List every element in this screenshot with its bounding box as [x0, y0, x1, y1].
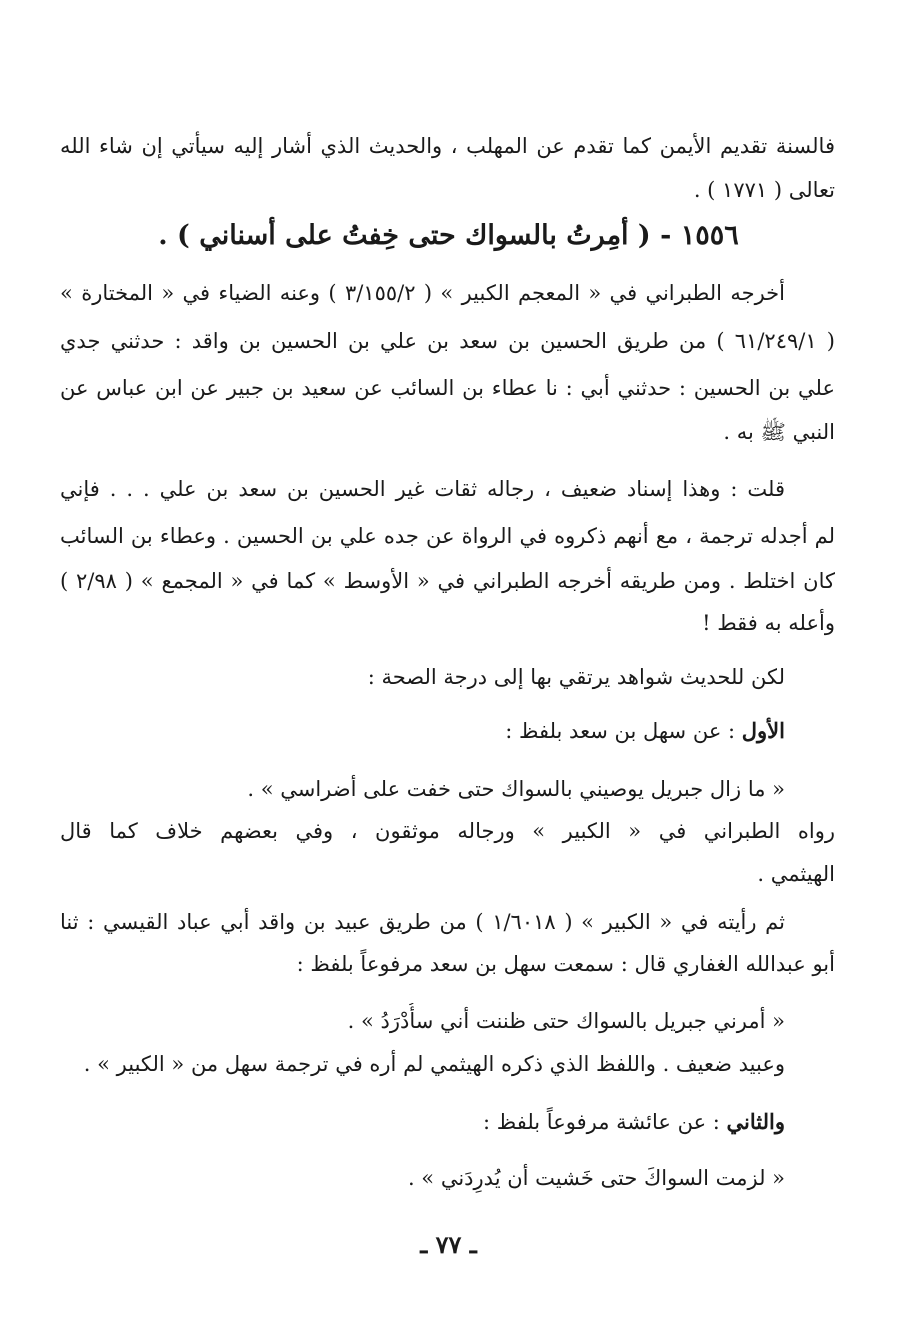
first-source-line-2: الهيثمي . — [757, 862, 835, 886]
first-witness-label: الأول — [741, 718, 785, 743]
takhrij-line-3: علي بن الحسين : حدثني أبي : نا عطاء بن السائب عن سعيد بن جبير عن ابن عباس عن — [60, 376, 835, 400]
intro-line-1: فالسنة تقديم الأيمن كما تقدم عن المهلب ، والحديث الذي أشار إليه سيأتي إن شاء الله — [60, 134, 835, 158]
comment-line-4: وأعله به فقط ! — [702, 611, 835, 635]
first-witness-note: وعبيد ضعيف . واللفظ الذي ذكره الهيثمي لم أره في ترجمة سهل من « الكبير » . — [83, 1052, 785, 1076]
comment-line-2: لم أجدله ترجمة ، مع أنهم ذكروه في الرواة عن جده علي بن الحسين . وعطاء بن السائب — [60, 524, 835, 548]
first-seen-line-1: ثم رأيته في « الكبير » ( ١/٦٠١٨ ) من طريق عبيد بن واقد أبي عباد القيسي : ثنا — [60, 910, 785, 934]
page-number: ـ ٧٧ ـ — [420, 1230, 477, 1259]
first-source-line-1: رواه الطبراني في « الكبير » ورجاله موثقون ، وفي بعضهم خلاف كما قال — [60, 819, 835, 843]
takhrij-line-4: النبي ﷺ به . — [723, 420, 835, 444]
first-witness-quote: « ما زال جبريل يوصيني بالسواك حتى خفت على أضراسي » . — [247, 777, 785, 801]
first-witness-line — [60, 713, 785, 749]
first-witness-text: : عن سهل بن سعد بلفظ : — [505, 719, 742, 743]
comment-line-1: قلت : وهذا إسناد ضعيف ، رجاله ثقات غير الحسين بن سعد بن علي . . . فإني — [60, 477, 785, 501]
hadith-heading: ١٥٥٦ - ( أمِرتُ بالسواك حتى خِفتُ على أسناني ) . — [158, 220, 739, 251]
takhrij-line-1: أخرجه الطبراني في « المعجم الكبير » ( ٣/١٥٥/٢ ) وعنه الضياء في « المختارة » — [60, 281, 785, 305]
comment-line-3: كان اختلط . ومن طريقه أخرجه الطبراني في « الأوسط » كما في « المجمع » ( ٢/٩٨ ) — [60, 569, 835, 593]
intro-line-2: تعالى ( ١٧٧١ ) . — [693, 178, 835, 202]
first-witness-quote-2: « أمرني جبريل بالسواك حتى ظننت أني سأُدْرَدُ » . — [347, 1009, 785, 1033]
second-witness-label: والثاني — [726, 1109, 785, 1134]
takhrij-line-2: ( ٦١/٢٤٩/١ ) من طريق الحسين بن سعد بن علي بن الحسين بن واقد : حدثني جدي — [60, 329, 835, 353]
shawahid-intro: لكن للحديث شواهد يرتقي بها إلى درجة الصحة : — [367, 665, 785, 689]
first-seen-line-2: أبو عبدالله الغفاري قال : سمعت سهل بن سعد مرفوعاً بلفظ : — [296, 952, 835, 976]
second-witness-line — [60, 1104, 785, 1140]
second-witness-quote: « لزمت السواكَ حتى خَشيت أن يُدرِدَني » . — [407, 1166, 785, 1190]
second-witness-text: : عن عائشة مرفوعاً بلفظ : — [483, 1110, 727, 1134]
